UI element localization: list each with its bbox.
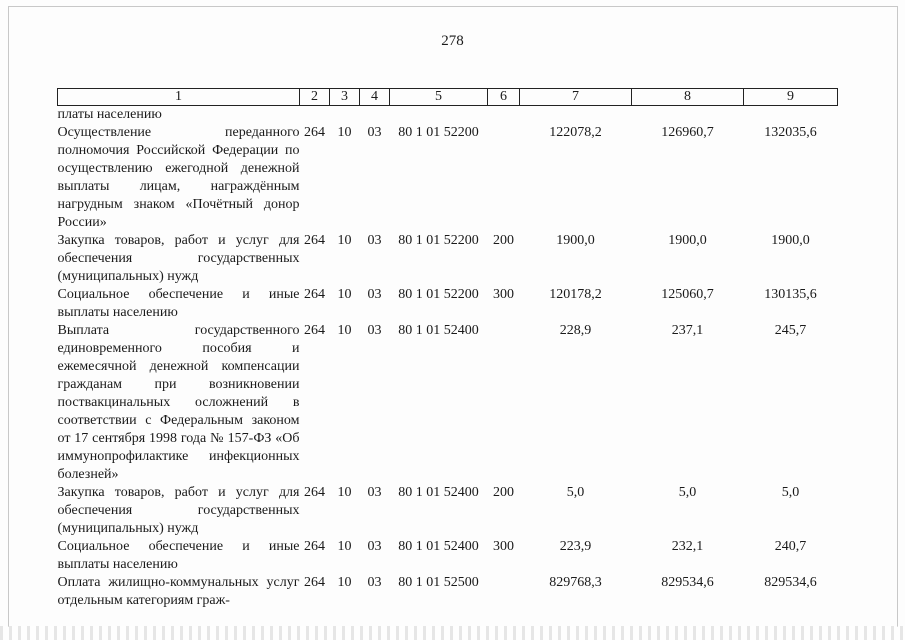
cell-ministry-code: 264 (304, 323, 325, 338)
cell-section: 10 (337, 323, 352, 338)
cell-target-article: 80 1 01 52400 (398, 323, 479, 338)
cell-amount-col9: 130135,6 (764, 287, 817, 302)
cell-amount-col9: 5,0 (781, 485, 800, 500)
row-description: Оплата жилищно-коммунальных услуг отдельным категориям граж- (57, 575, 300, 608)
column-header: 1 (58, 89, 300, 106)
cell-target-article (390, 106, 488, 125)
column-header: 9 (744, 89, 838, 106)
cell-subsection: 03 (367, 287, 382, 302)
table-row (58, 124, 838, 232)
cell-amount-col9: 1900,0 (771, 233, 810, 248)
row-description: Социальное обеспечение и иные выплаты населению (57, 539, 300, 572)
row-description: Социальное обеспечение и иные выплаты населению (57, 287, 300, 320)
cell-amount-col8: 237,1 (671, 323, 704, 338)
cell-ministry-code: 264 (304, 485, 325, 500)
column-header: 6 (488, 89, 520, 106)
cell-target-article: 80 1 01 52200 (398, 233, 479, 248)
cell-expense-type: 200 (493, 485, 514, 500)
cell-amount-col8: 125060,7 (661, 287, 714, 302)
table-row (58, 106, 838, 125)
cell-amount-col7: 829768,3 (549, 575, 602, 590)
cell-amount-col7 (520, 106, 632, 125)
row-description: платы населению (57, 107, 162, 122)
cell-amount-col8: 5,0 (678, 485, 697, 500)
scan-artifact (0, 626, 905, 640)
cell-section: 10 (337, 539, 352, 554)
table-row (58, 232, 838, 286)
cell-section: 10 (337, 233, 352, 248)
column-header: 2 (300, 89, 330, 106)
cell-amount-col8: 1900,0 (668, 233, 707, 248)
cell-target-article: 80 1 01 52400 (398, 485, 479, 500)
cell-section: 10 (337, 287, 352, 302)
cell-expense-type: 300 (493, 287, 514, 302)
cell-subsection: 03 (367, 575, 382, 590)
cell-subsection: 03 (367, 539, 382, 554)
cell-target-article: 80 1 01 52500 (398, 575, 479, 590)
cell-amount-col7: 228,9 (559, 323, 592, 338)
column-header: 4 (360, 89, 390, 106)
column-header: 8 (632, 89, 744, 106)
cell-section (330, 106, 360, 125)
row-description: Закупка товаров, работ и услуг для обеспечения государственных (муниципальных) нужд (57, 485, 300, 536)
cell-amount-col8: 232,1 (671, 539, 704, 554)
cell-ministry-code (300, 106, 330, 125)
cell-expense-type: 300 (493, 539, 514, 554)
column-header: 7 (520, 89, 632, 106)
cell-amount-col7: 223,9 (559, 539, 592, 554)
cell-expense-type (488, 124, 520, 232)
cell-subsection: 03 (367, 125, 382, 140)
row-description: Осуществление переданного полномочия Российской Федерации по осуществлению ежегодной денежной выплаты лицам, награждённым нагрудным знаком «Почётный донор России» (57, 125, 300, 230)
cell-target-article: 80 1 01 52200 (398, 125, 479, 140)
page-number: 278 (441, 33, 464, 49)
cell-target-article: 80 1 01 52200 (398, 287, 479, 302)
cell-amount-col7: 1900,0 (556, 233, 595, 248)
cell-amount-col9: 245,7 (774, 323, 807, 338)
cell-target-article: 80 1 01 52400 (398, 539, 479, 554)
table-row (58, 484, 838, 538)
cell-expense-type: 200 (493, 233, 514, 248)
row-description: Выплата государственного единовременного пособия и ежемесячной денежной компенсации гражданам при возникновении поствакцинальных осложнений в соответствии с Федеральным законом от 17 сентября 1998 года № 157-ФЗ «Об иммунопрофилактике инфекционных болезней» (57, 323, 300, 482)
cell-amount-col7: 120178,2 (549, 287, 602, 302)
table-row (58, 538, 838, 574)
cell-amount-col9 (744, 106, 838, 125)
table-row (58, 322, 838, 484)
cell-ministry-code: 264 (304, 575, 325, 590)
cell-amount-col8: 829534,6 (661, 575, 714, 590)
table-row (58, 574, 838, 610)
cell-expense-type (488, 322, 520, 484)
cell-amount-col9: 132035,6 (764, 125, 817, 140)
table-row (58, 286, 838, 322)
cell-section: 10 (337, 125, 352, 140)
cell-amount-col9: 829534,6 (764, 575, 817, 590)
cell-ministry-code: 264 (304, 233, 325, 248)
row-description: Закупка товаров, работ и услуг для обеспечения государственных (муниципальных) нужд (57, 233, 300, 284)
cell-subsection: 03 (367, 323, 382, 338)
cell-amount-col7: 122078,2 (549, 125, 602, 140)
cell-expense-type (488, 574, 520, 610)
column-header: 5 (390, 89, 488, 106)
cell-amount-col9: 240,7 (774, 539, 807, 554)
cell-amount-col7: 5,0 (566, 485, 585, 500)
cell-ministry-code: 264 (304, 125, 325, 140)
cell-section: 10 (337, 575, 352, 590)
cell-ministry-code: 264 (304, 539, 325, 554)
column-number-row (58, 89, 838, 106)
cell-expense-type (488, 106, 520, 125)
cell-amount-col8 (632, 106, 744, 125)
cell-section: 10 (337, 485, 352, 500)
cell-amount-col8: 126960,7 (661, 125, 714, 140)
cell-subsection: 03 (367, 233, 382, 248)
column-header: 3 (330, 89, 360, 106)
cell-ministry-code: 264 (304, 287, 325, 302)
cell-subsection (360, 106, 390, 125)
cell-subsection: 03 (367, 485, 382, 500)
budget-table (57, 88, 838, 610)
